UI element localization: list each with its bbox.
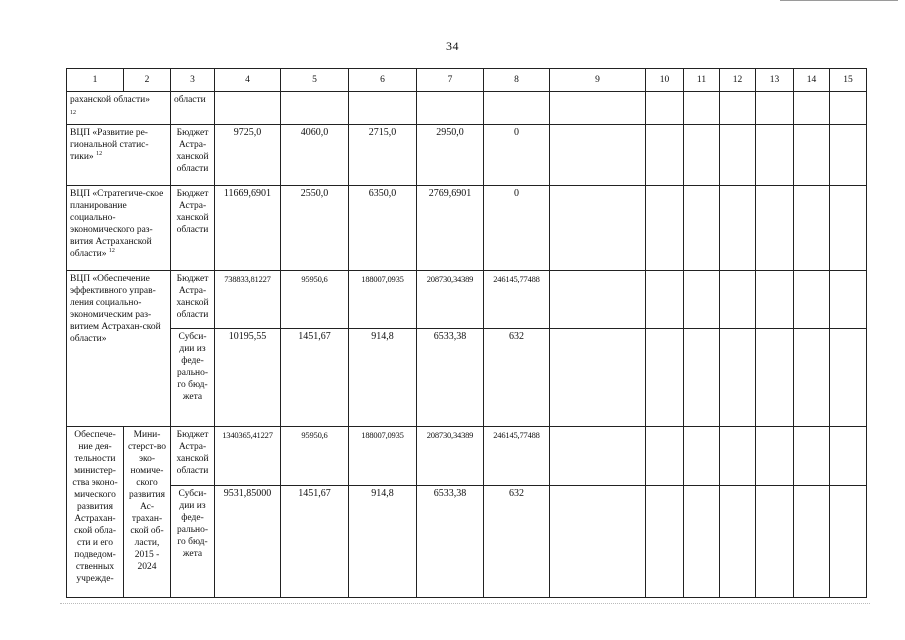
value-cell: 2550,0 (281, 185, 349, 270)
value-cell: 2715,0 (349, 124, 417, 185)
value-cell: 9531,85000 (215, 486, 281, 598)
header-cell: 12 (720, 69, 756, 92)
executor: Мини-стерст-во эко-номиче-ского развития Ас-трахан-ской об-ласти, 2015 - 2024 (124, 427, 171, 598)
table-row (67, 92, 867, 125)
value-cell: 95950,6 (281, 427, 349, 486)
program-name: ВЦП «Развитие ре-гиональной статис-тики» $^{12}$ (67, 124, 171, 185)
funding-source: Субси-дии из феде-рально-го бюд-жета (171, 329, 215, 427)
value-cell: 1451,67 (281, 486, 349, 598)
value-cell: 1451,67 (281, 329, 349, 427)
value-cell: 738833,81227 (215, 271, 281, 329)
top-rule (780, 0, 898, 1)
footnote-ref: 12 (70, 110, 76, 117)
scan-artifact-line (60, 603, 870, 605)
funding-source: Бюджет Астра-ханской области (171, 271, 215, 329)
value-cell: 1340365,41227 (215, 427, 281, 486)
value-cell: 10195,55 (215, 329, 281, 427)
table-row (67, 427, 867, 486)
header-cell: 15 (830, 69, 867, 92)
table-row (67, 486, 867, 598)
header-cell: 3 (171, 69, 215, 92)
value-cell: 246145,77488 (484, 427, 550, 486)
value-cell: 914,8 (349, 486, 417, 598)
program-name: ВЦП «Стратегиче-ское планирование социально-экономического раз-вития Астраханской области» $^{12}$ (67, 185, 171, 270)
value-cell: 632 (484, 329, 550, 427)
funding-source: Субси-дии из феде-рально-го бюд-жета (171, 486, 215, 598)
footnote-ref: 12 (96, 150, 103, 157)
table-row (67, 124, 867, 185)
table-row (67, 271, 867, 329)
header-cell: 5 (281, 69, 349, 92)
value-cell: 632 (484, 486, 550, 598)
page-number: 34 (446, 39, 459, 53)
footnote-ref: 12 (108, 247, 115, 254)
funding-source: Бюджет Астра-ханской области (171, 185, 215, 270)
header-cell: 7 (417, 69, 484, 92)
table-row (67, 329, 867, 427)
program-name: раханской области» 12 (67, 92, 171, 125)
value-cell: 0 (484, 185, 550, 270)
value-cell: 188007,0935 (349, 271, 417, 329)
header-cell: 1 (67, 69, 124, 92)
value-cell: 2950,0 (417, 124, 484, 185)
activity-name: Обеспече-ние дея-тельности министер-ства эконо-мического развития Астрахан-ской обла-сти и его подведом-ственных учрежде- (67, 427, 124, 598)
value-cell: 0 (484, 124, 550, 185)
header-cell: 4 (215, 69, 281, 92)
funding-source: Бюджет Астра-ханской области (171, 124, 215, 185)
value-cell: 208730,34389 (417, 427, 484, 486)
funding-source: Бюджет Астра-ханской области (171, 427, 215, 486)
value-cell: 9725,0 (215, 124, 281, 185)
value-cell: 2769,6901 (417, 185, 484, 270)
header-cell: 6 (349, 69, 417, 92)
funding-source: области (171, 92, 215, 125)
header-cell: 9 (550, 69, 646, 92)
value-cell: 4060,0 (281, 124, 349, 185)
value-cell: 95950,6 (281, 271, 349, 329)
budget-table (66, 68, 867, 598)
header-cell: 10 (646, 69, 684, 92)
value-cell: 246145,77488 (484, 271, 550, 329)
value-cell: 208730,34389 (417, 271, 484, 329)
program-name: ВЦП «Обеспечение эффективного управ-ления социально-экономическим раз-витием Астрахан-ской области» (67, 271, 171, 427)
header-cell: 13 (756, 69, 794, 92)
value-cell: 914,8 (349, 329, 417, 427)
header-cell: 2 (124, 69, 171, 92)
table-row (67, 185, 867, 270)
header-cell: 11 (684, 69, 720, 92)
header-cell: 8 (484, 69, 550, 92)
header-cell: 14 (794, 69, 830, 92)
value-cell: 188007,0935 (349, 427, 417, 486)
value-cell: 6350,0 (349, 185, 417, 270)
value-cell: 11669,6901 (215, 185, 281, 270)
value-cell: 6533,38 (417, 486, 484, 598)
header-row (67, 69, 867, 92)
value-cell: 6533,38 (417, 329, 484, 427)
